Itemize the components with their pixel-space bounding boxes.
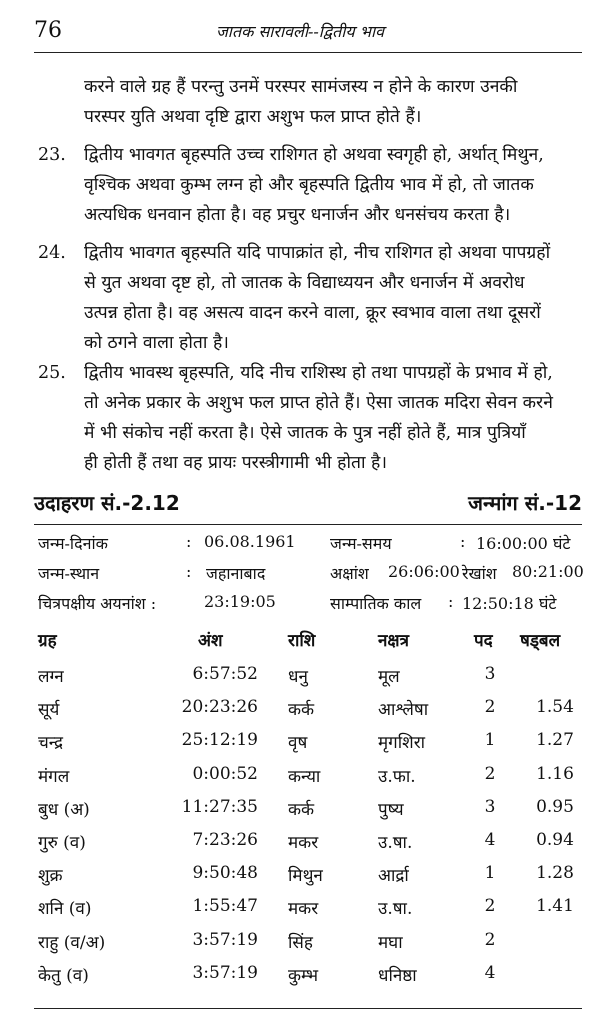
birth-time-sep: : (460, 532, 466, 551)
cell-pad: 4 (484, 962, 496, 983)
text-line: वृश्चिक अथवा कुम्भ लग्न हो और बृहस्पति द्वितीय भाव में हो, तो जातक (84, 175, 534, 195)
cell-ansh: 0:00:52 (192, 763, 258, 784)
birth-time-label: जन्म-समय (330, 534, 392, 553)
cell-nakshatra: आश्लेषा (378, 700, 429, 721)
cell-rashi: धनु (288, 667, 308, 687)
cell-pad: 2 (484, 896, 496, 917)
birth-place-value: जहानाबाद (206, 564, 266, 583)
header-pad: पद (474, 631, 493, 651)
table-row (0, 730, 600, 762)
cell-graha: बुध (अ) (38, 799, 90, 820)
cell-graha: शनि (व) (38, 899, 92, 920)
cell-rashi: सिंह (288, 932, 313, 953)
cell-pad: 2 (484, 763, 496, 784)
text-line: तो अनेक प्रकार के अशुभ फल प्राप्त होते हैं। ऐसा जातक मदिरा सेवन करने (84, 393, 553, 413)
text-line: को ठगने वाला होता है। (84, 333, 229, 353)
cell-ansh: 6:57:52 (192, 664, 258, 684)
cell-shadbal: 1.27 (536, 730, 574, 751)
header-shadbal: षड्बल (520, 631, 561, 651)
cell-nakshatra: उ.षा. (378, 833, 413, 853)
birth-place-sep: : (186, 562, 192, 581)
text-line: से युत अथवा दृष्ट हो, तो जातक के विद्याध्ययन और धनार्जन में अवरोध (84, 273, 525, 293)
cell-pad: 2 (484, 929, 496, 950)
header-nakshatra: नक्षत्र (378, 631, 410, 651)
header-graha: ग्रह (38, 631, 57, 651)
birth-date-label: जन्म-दिनांक (38, 534, 108, 553)
cell-nakshatra: उ.फा. (378, 766, 416, 787)
birth-details (0, 532, 600, 622)
cell-pad: 3 (484, 796, 496, 817)
table-row (0, 830, 600, 862)
cell-ansh: 25:12:19 (181, 730, 258, 751)
cell-graha: शुक्र (38, 866, 63, 887)
latitude-value: 26:06:00 (388, 562, 460, 581)
text-line: उत्पन्न होता है। वह असत्य वादन करने वाला, क्रूर स्वभाव वाला तथा दूसरों (84, 303, 541, 323)
cell-rashi: वृष (288, 733, 308, 754)
birth-place-label: जन्म-स्थान (38, 564, 100, 583)
paragraph-text (84, 140, 584, 230)
text-line: द्वितीय भावस्थ बृहस्पति, यदि नीच राशिस्थ हो तथा पापग्रहों के प्रभाव में हो, (84, 363, 553, 383)
text-line: अत्यधिक धनवान होता है। वह प्रचुर धनार्जन और धनसंचय करता है। (84, 205, 511, 225)
cell-ansh: 20:23:26 (181, 697, 258, 718)
paragraph-number: 23. (38, 145, 66, 165)
ayanamsha-label: चित्रपक्षीय अयनांश : (38, 594, 157, 613)
cell-nakshatra: मघा (378, 932, 403, 953)
cell-ansh: 7:23:26 (192, 830, 258, 850)
sidereal-time-sep: : (448, 592, 454, 611)
bottom-rule (34, 1008, 582, 1009)
text-line: ही होती हैं तथा वह प्रायः परस्त्रीगामी भी होता है। (84, 453, 387, 473)
cell-pad: 1 (484, 863, 496, 884)
cell-nakshatra: पुष्य (378, 799, 404, 820)
cell-shadbal: 1.28 (536, 863, 574, 884)
table-row (0, 863, 600, 895)
cell-rashi: कर्क (288, 700, 315, 721)
cell-graha: सूर्य (38, 700, 60, 721)
example-title: उदाहरण सं.-2.12 (34, 491, 180, 515)
cell-shadbal: 0.94 (536, 830, 574, 850)
cell-rashi: मिथुन (288, 866, 323, 887)
text-line: परस्पर युति अथवा दृष्टि द्वारा अशुभ फल प्राप्त होते हैं। (84, 107, 422, 127)
cell-ansh: 1:55:47 (192, 896, 258, 917)
cell-graha: मंगल (38, 766, 70, 787)
cell-pad: 2 (484, 697, 496, 718)
cell-ansh: 3:57:19 (192, 929, 258, 950)
chart-label: जन्मांग सं.-12 (468, 491, 582, 515)
planet-table-header (0, 628, 600, 660)
table-row (0, 764, 600, 796)
sidereal-time-value: 12:50:18 घंटे (462, 594, 557, 613)
paragraph-text (84, 358, 584, 478)
cell-ansh: 11:27:35 (181, 796, 258, 817)
header-rule (34, 52, 582, 53)
example-rule (34, 524, 582, 525)
table-row (0, 963, 600, 995)
text-line: द्वितीय भावगत बृहस्पति उच्च राशिगत हो अथवा स्वगृही हो, अर्थात् मिथुन, (84, 145, 544, 165)
paragraph-number: 25. (38, 363, 66, 383)
cell-nakshatra: धनिष्ठा (378, 965, 417, 986)
cell-shadbal: 0.95 (536, 796, 574, 817)
cell-rashi: मकर (288, 899, 319, 920)
cell-graha: चन्द्र (38, 733, 64, 754)
text-line: द्वितीय भावगत बृहस्पति यदि पापाक्रांत हो, नीच राशिगत हो अथवा पापग्रहों (84, 243, 551, 263)
table-row (0, 930, 600, 962)
cell-rashi: कन्या (288, 766, 321, 787)
cell-graha: गुरु (व) (38, 833, 86, 853)
table-row (0, 797, 600, 829)
longitude-value: 80:21:00 (512, 562, 584, 581)
page-number: 76 (34, 18, 62, 43)
text-line: में भी संकोच नहीं करता है। ऐसे जातक के पुत्र नहीं होते हैं, मात्र पुत्रियाँ (84, 423, 526, 443)
cell-pad: 3 (484, 664, 496, 684)
running-head: जातक सारावली--द्वितीय भाव (215, 22, 385, 41)
birth-time-value: 16:00:00 घंटे (476, 534, 571, 553)
cell-rashi: मकर (288, 833, 319, 853)
latitude-label: अक्षांश (330, 564, 369, 583)
cell-shadbal: 1.54 (536, 697, 574, 718)
cell-graha: लग्न (38, 667, 64, 687)
header-rashi: राशि (288, 631, 316, 651)
paragraph-text (84, 238, 584, 358)
table-row (0, 697, 600, 729)
cell-rashi: कर्क (288, 799, 315, 820)
cell-nakshatra: मृगशिरा (378, 733, 426, 754)
cell-pad: 4 (484, 830, 496, 850)
cell-pad: 1 (484, 730, 496, 751)
header-ansh: अंश (198, 631, 223, 651)
text-line: करने वाले ग्रह हैं परन्तु उनमें परस्पर सामंजस्य न होने के कारण उनकी (84, 77, 518, 97)
cell-shadbal: 1.41 (536, 896, 574, 917)
cell-graha: राहु (व/अ) (38, 932, 106, 953)
longitude-label: रेखांश (462, 564, 497, 583)
cell-nakshatra: आर्द्रा (378, 866, 409, 887)
paragraph-text (84, 72, 584, 132)
cell-nakshatra: उ.षा. (378, 899, 413, 920)
paragraph-number: 24. (38, 243, 66, 263)
sidereal-time-label: साम्पातिक काल (330, 594, 422, 613)
cell-graha: केतु (व) (38, 965, 89, 986)
birth-date-sep: : (186, 532, 192, 551)
birth-date-value: 06.08.1961 (204, 532, 296, 551)
cell-ansh: 3:57:19 (192, 962, 258, 983)
cell-rashi: कुम्भ (288, 965, 319, 986)
ayanamsha-value: 23:19:05 (204, 592, 276, 611)
cell-ansh: 9:50:48 (192, 863, 258, 884)
page-header (0, 18, 600, 48)
table-row (0, 896, 600, 928)
cell-nakshatra: मूल (378, 667, 400, 687)
cell-shadbal: 1.16 (536, 763, 574, 784)
table-row (0, 664, 600, 696)
